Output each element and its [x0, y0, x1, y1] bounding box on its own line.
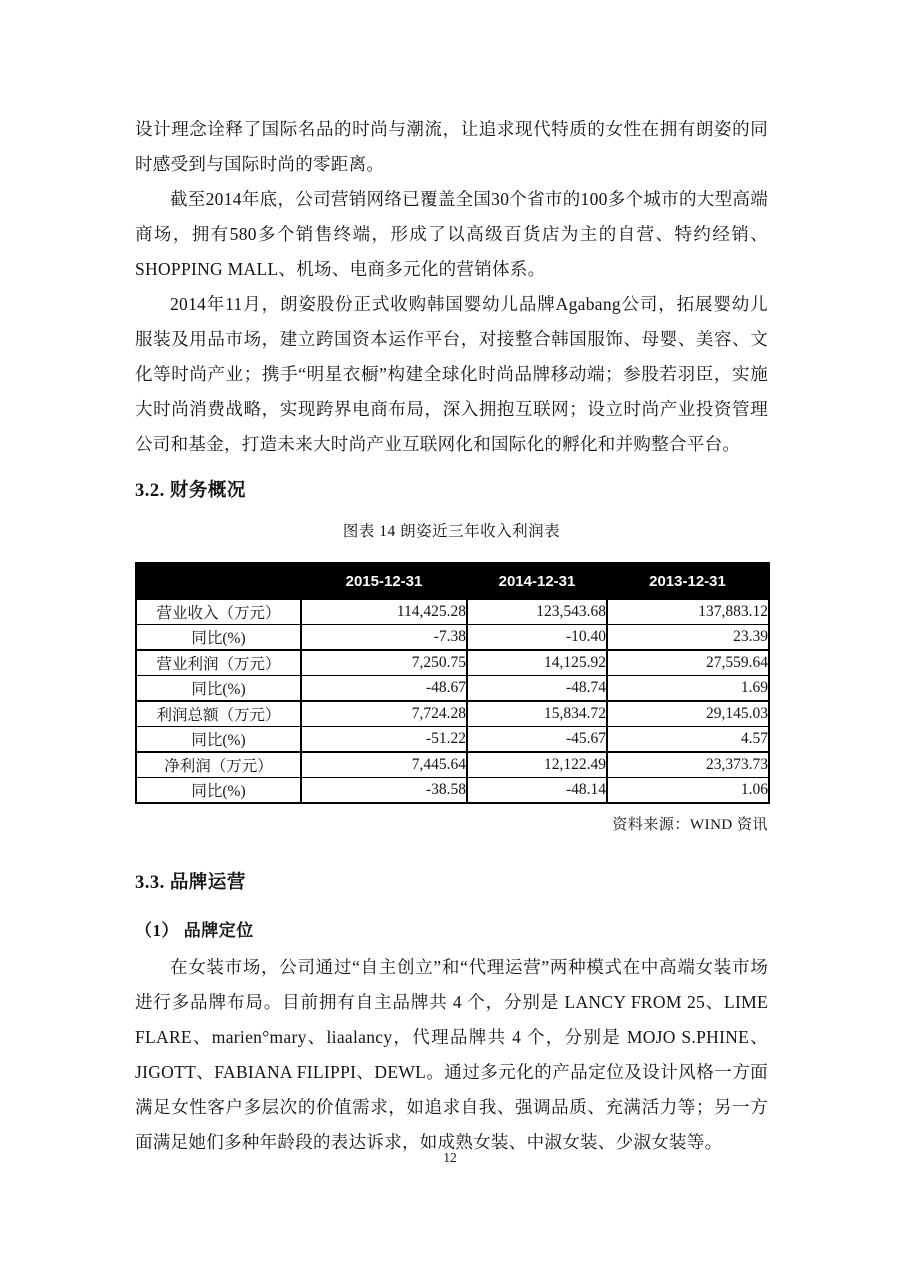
row-label: 营业利润（万元） — [136, 650, 301, 676]
cell-value: 7,250.75 — [301, 650, 467, 676]
table-row-total-profit — [136, 701, 769, 727]
row-label: 利润总额（万元） — [136, 701, 301, 727]
cell-value: -48.67 — [301, 676, 467, 702]
table-row-operating-profit-yoy — [136, 676, 769, 702]
cell-value: 23.39 — [607, 625, 769, 651]
table-row-revenue-yoy — [136, 625, 769, 651]
table-row-net-profit-yoy — [136, 778, 769, 804]
cell-value: 137,883.12 — [607, 600, 769, 625]
header-cell-2014: 2014-12-31 — [467, 563, 607, 600]
table-row-revenue — [136, 600, 769, 625]
cell-value: 27,559.64 — [607, 650, 769, 676]
header-cell-2015: 2015-12-31 — [301, 563, 467, 600]
cell-value: 15,834.72 — [467, 701, 607, 727]
cell-value: 123,543.68 — [467, 600, 607, 625]
cell-value: -51.22 — [301, 727, 467, 753]
section-heading-finance: 3.2. 财务概况 — [135, 481, 246, 501]
page-content — [135, 0, 768, 1160]
table-row-net-profit — [136, 752, 769, 778]
row-label: 同比(%) — [136, 625, 301, 651]
cell-value: 29,145.03 — [607, 701, 769, 727]
financial-table — [135, 562, 770, 804]
cell-value: 23,373.73 — [607, 752, 769, 778]
cell-value: 7,445.64 — [301, 752, 467, 778]
cell-value: 4.57 — [607, 727, 769, 753]
header-cell-blank — [136, 563, 301, 600]
cell-value: 1.69 — [607, 676, 769, 702]
data-source-note: 资料来源：WIND 资讯 — [612, 817, 768, 833]
cell-value: 1.06 — [607, 778, 769, 804]
row-label: 同比(%) — [136, 676, 301, 702]
paragraph-design-concept: 设计理念诠释了国际名品的时尚与潮流，让追求现代特质的女性在拥有朗姿的同时感受到与国际时尚的零距离。 — [135, 119, 768, 174]
table-caption: 图表 14 朗姿近三年收入利润表 — [342, 523, 561, 540]
table-header-row — [136, 563, 769, 600]
cell-value: 14,125.92 — [467, 650, 607, 676]
row-label: 营业收入（万元） — [136, 600, 301, 625]
cell-value: -48.74 — [467, 676, 607, 702]
page-number: 12 — [443, 1150, 457, 1165]
section-heading-brand: 3.3. 品牌运营 — [135, 873, 246, 893]
row-label: 同比(%) — [136, 727, 301, 753]
header-cell-2013: 2013-12-31 — [607, 563, 769, 600]
subsection-heading-brand-positioning: （1） 品牌定位 — [135, 921, 254, 940]
cell-value: 114,425.28 — [301, 600, 467, 625]
table-row-operating-profit — [136, 650, 769, 676]
table-row-total-profit-yoy — [136, 727, 769, 753]
cell-value: 7,724.28 — [301, 701, 467, 727]
cell-value: -38.58 — [301, 778, 467, 804]
row-label: 净利润（万元） — [136, 752, 301, 778]
cell-value: 12,122.49 — [467, 752, 607, 778]
paragraph-agabang-acquisition: 2014年11月，朗姿股份正式收购韩国婴幼儿品牌Agabang公司，拓展婴幼儿服装及用品市场，建立跨国资本运作平台，对接整合韩国服饰、母婴、美容、文化等时尚产业；携手“明星衣橱”构建全球化时尚品牌移动端；参股若羽臣，实施大时尚消费战略，实现跨界电商布局，深入拥抱互联网；设立时尚产业投资管理公司和基金，打造未来大时尚产业互联网化和国际化的孵化和并购整合平台。 — [135, 294, 768, 454]
cell-value: -45.67 — [467, 727, 607, 753]
cell-value: -7.38 — [301, 625, 467, 651]
paragraph-brand-positioning: 在女装市场，公司通过“自主创立”和“代理运营”两种模式在中高端女装市场进行多品牌布局。目前拥有自主品牌共 4 个，分别是 LANCY FROM 25、LIME FLARE、marien°mary、liaalancy，代理品牌共 4 个，分别是 MOJO S.PHINE、JIGOTT、FABIANA FILIPPI、DEWL。通过多元化的产品定位及设计风格一方面满足女性客户多层次的价值需求，如追求自我、强调品质、充满活力等；另一方面满足她们多种年龄段的表达诉求，如成熟女装、中淑女装、少淑女装等。 — [135, 957, 768, 1152]
cell-value: -10.40 — [467, 625, 607, 651]
cell-value: -48.14 — [467, 778, 607, 804]
row-label: 同比(%) — [136, 778, 301, 804]
paragraph-sales-network: 截至2014年底，公司营销网络已覆盖全国30个省市的100多个城市的大型高端商场，拥有580多个销售终端，形成了以高级百货店为主的自营、特约经销、SHOPPING MALL、机场、电商多元化的营销体系。 — [135, 189, 768, 279]
